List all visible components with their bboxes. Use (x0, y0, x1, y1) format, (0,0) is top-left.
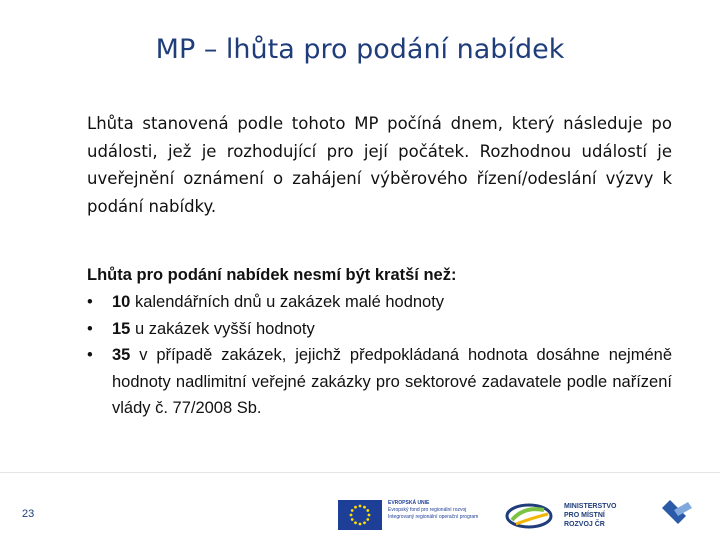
list-item-text: u zakázek vyšší hodnoty (130, 319, 315, 338)
footer-logos (338, 496, 720, 536)
bullet-glyph: • (87, 293, 93, 311)
eu-logo-text: EVROPSKÁ UNIE Evropský fond pro regionální rozvoj Integrovaný regionální operační program (388, 500, 479, 520)
days-number: 35 (112, 346, 131, 364)
list-item-text: v případě zakázek, jejichž předpokládaná hodnota dosáhne nejméně hodnoty nadlimitní veřejné zakázky pro sektorové zadavatele podle nařízení vlády č. 77/2008 Sb. (112, 346, 672, 417)
days-number: 10 (112, 293, 131, 311)
slide-title: MP – lhůta pro podání nabídek (155, 34, 565, 65)
eu-flag-icon (338, 500, 382, 530)
ministry-logo-text: MINISTERSTVO PRO MÍSTNÍ ROZVOJ ČR (564, 503, 617, 528)
crr-logo-icon (638, 496, 718, 536)
footer-divider (0, 472, 720, 473)
list-item-text: kalendářních dnů u zakázek malé hodnoty (130, 293, 445, 311)
deadline-lead: Lhůta pro podání nabídek nesmí být kratší než: (87, 266, 457, 284)
deadline-list (87, 289, 672, 422)
list-item (87, 342, 672, 422)
days-number: 15 (112, 319, 131, 338)
list-item (87, 289, 672, 316)
irop-logo-icon (504, 500, 554, 530)
bullet-glyph: • (87, 319, 93, 338)
bullet-glyph: • (87, 346, 93, 364)
page-number: 23 (22, 508, 35, 520)
list-item (87, 316, 672, 343)
intro-paragraph: Lhůta stanovená podle tohoto MP počíná dnem, který následuje po události, jež je rozhodující pro její počátek. Rozhodnou událostí je uveřejnění oznámení o zahájení výběrového řízení/odeslání výzvy k podání nabídky. (87, 114, 672, 216)
